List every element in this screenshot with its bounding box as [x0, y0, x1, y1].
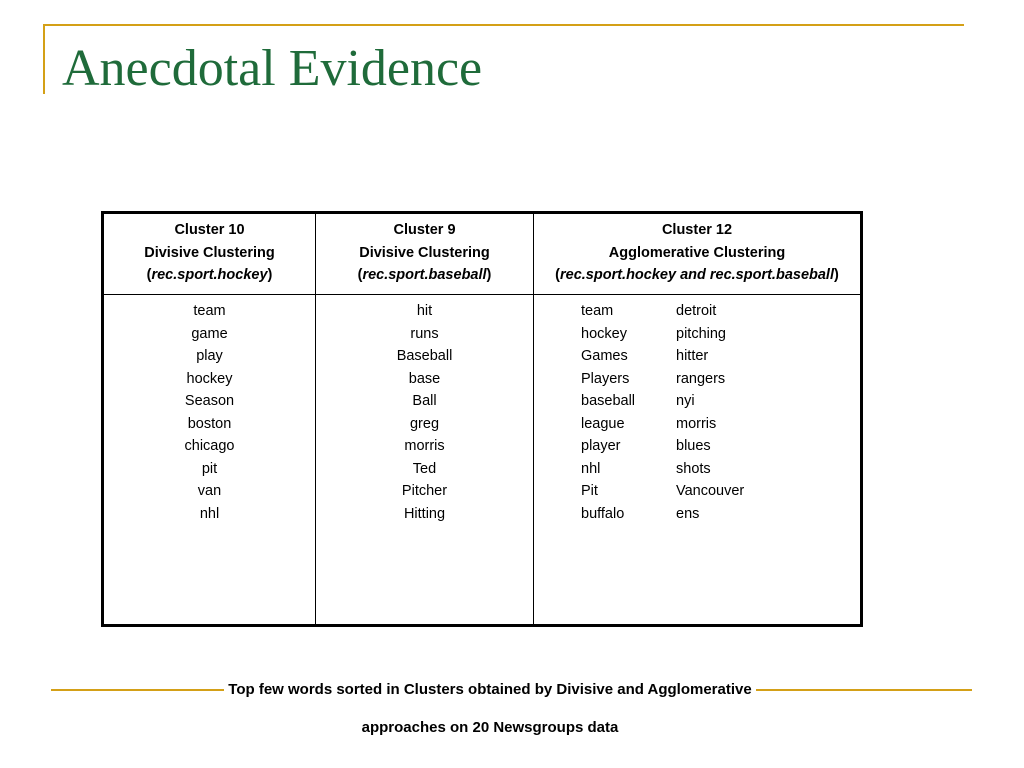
word-item: Ted — [412, 460, 437, 477]
word-pair-row — [534, 435, 860, 458]
header-cluster-name: Cluster 12 — [661, 222, 733, 238]
word-pair-row — [534, 503, 860, 526]
word-item-left: Games — [581, 348, 628, 364]
word-item: base — [408, 370, 441, 387]
word-item-left: hockey — [581, 325, 627, 342]
word-item: Ball — [412, 393, 437, 409]
word-item: boston — [187, 415, 232, 432]
word-item: play — [196, 348, 223, 364]
header-newsgroup: (rec.sport.baseball) — [357, 267, 492, 283]
word-item-right: shots — [676, 460, 711, 477]
header-newsgroup: (rec.sport.hockey) — [146, 267, 273, 283]
word-item: morris — [404, 438, 445, 454]
word-item-left: team — [581, 303, 614, 319]
cluster-table — [101, 211, 863, 627]
word-item-right: hitter — [676, 348, 709, 364]
word-pair-row — [534, 413, 860, 436]
word-item-right: morris — [676, 415, 717, 432]
word-item-right: nyi — [676, 393, 695, 409]
header-cluster-name: Cluster 9 — [393, 222, 456, 238]
column-cluster-9 — [316, 214, 534, 624]
word-item-left: league — [581, 415, 625, 432]
word-item-right: rangers — [676, 370, 726, 387]
word-item-right: pitching — [676, 325, 726, 342]
word-item: nhl — [199, 505, 220, 522]
word-pair-row — [534, 368, 860, 391]
word-item-left: Players — [581, 370, 630, 387]
word-item-left: player — [581, 438, 621, 454]
word-item-right: ens — [676, 505, 700, 522]
word-item: hockey — [186, 370, 233, 387]
word-item: chicago — [184, 438, 235, 454]
column-header-cluster-9 — [316, 214, 533, 295]
word-item: Baseball — [396, 348, 453, 364]
word-item-right: detroit — [676, 303, 717, 319]
word-item: greg — [409, 415, 440, 432]
word-item-right: Vancouver — [676, 483, 745, 499]
word-item: Pitcher — [401, 483, 448, 499]
word-pair-row — [534, 390, 860, 413]
word-pair-row — [534, 300, 860, 323]
left-rule — [43, 24, 45, 94]
word-list-cluster-10 — [104, 300, 315, 525]
word-pair-row — [534, 480, 860, 503]
word-item: Season — [184, 393, 235, 409]
word-list-cluster-9 — [316, 300, 533, 525]
header-method: Divisive Clustering — [359, 244, 490, 261]
word-item-left: Pit — [581, 483, 598, 499]
word-item: hit — [416, 303, 433, 319]
header-method: Agglomerative Clustering — [608, 244, 786, 261]
header-newsgroup: (rec.sport.hockey and rec.sport.baseball) — [555, 267, 839, 283]
word-item-left: baseball — [581, 393, 636, 409]
top-rule — [43, 24, 964, 26]
word-item: game — [191, 325, 228, 342]
caption-line-1: Top few words sorted in Clusters obtained by Divisive and Agglomerative — [0, 681, 980, 698]
slide-title: Anecdotal Evidence — [62, 40, 483, 97]
word-item: team — [193, 303, 226, 319]
header-method: Divisive Clustering — [144, 244, 275, 261]
word-item: pit — [201, 460, 218, 477]
word-item-left: buffalo — [581, 505, 625, 522]
word-list-cluster-12 — [534, 300, 860, 525]
column-header-cluster-12 — [534, 214, 860, 295]
column-cluster-12 — [534, 214, 860, 624]
word-pair-row — [534, 345, 860, 368]
column-header-cluster-10 — [104, 214, 315, 295]
word-item-right: blues — [676, 438, 711, 454]
header-cluster-name: Cluster 10 — [174, 222, 245, 238]
word-pair-row — [534, 323, 860, 346]
word-item-left: nhl — [581, 460, 601, 477]
word-item: Hitting — [403, 505, 446, 522]
word-item: runs — [410, 325, 439, 342]
word-pair-row — [534, 458, 860, 481]
column-cluster-10 — [104, 214, 316, 624]
caption-line-2: approaches on 20 Newsgroups data — [361, 719, 619, 736]
word-item: van — [197, 483, 222, 499]
